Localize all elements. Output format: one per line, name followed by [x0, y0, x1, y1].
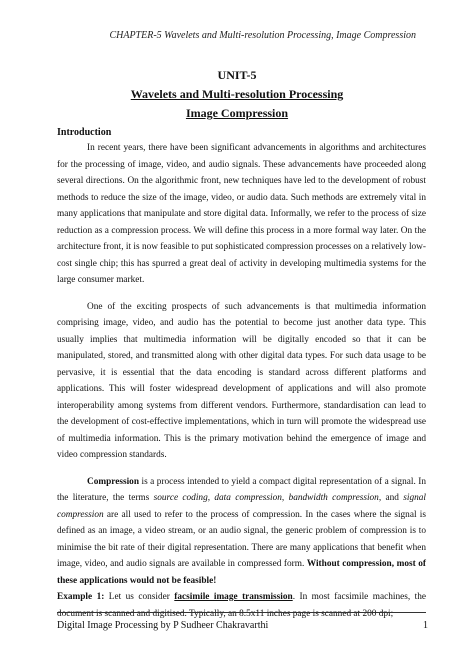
example-paragraph — [57, 589, 426, 622]
example-text-a: Let us consider — [104, 592, 175, 602]
running-header: CHAPTER-5 Wavelets and Multi-resolution Processing, Image Compression — [109, 30, 416, 41]
compression-text-a: is a process intended to yield a compact digital representation of a signal. In the literature, the terms — [57, 476, 426, 503]
unit-title: UNIT-5 — [217, 68, 257, 82]
compression-text-c: are all used to refer to the process of compression. In the cases where the signal is defined as an image, a video stream, or an audio signal, the generic problem of compression is to minimise the bit rate of their digital representation. There are many applications that benefit when image, video, and audio signals are available in compressed form. — [57, 509, 426, 569]
title-block — [0, 68, 474, 121]
compression-italic-term-2: signal compression — [57, 493, 426, 520]
compression-term: Compression — [87, 476, 139, 487]
chapter-title: Wavelets and Multi-resolution Processing — [130, 87, 344, 101]
body-content — [57, 126, 426, 622]
compression-text-b: and — [381, 493, 404, 503]
compression-paragraph — [57, 474, 426, 590]
intro-paragraph-1: In recent years, there have been significant advancements in algorithms and architectures for the processing of image, video, and audio signals. These advancements have proceeded along several directions. On the algorithmic front, new techniques have led to the development of robust methods to reduce the size of the image, video, or audio data. Such methods are extremely vital in many applications that manipulate and store digital data. Informally, we refer to the process of size reduction as a compression process. We will define this process in a more formal way later. On the architecture front, it is now feasible to put sophisticated compression processes on a relatively low-cost single chip; this has spurred a great deal of activity in developing multimedia systems for the large consumer market. — [57, 143, 426, 285]
page-number: 1 — [423, 620, 428, 631]
example-label: Example 1: — [57, 592, 105, 602]
footer-author: Digital Image Processing by P Sudheer Chakravarthi — [57, 620, 269, 631]
compression-bold-sentence: Without compression, most of these applications would not be feasible! — [57, 559, 426, 586]
introduction-heading: Introduction — [57, 127, 112, 138]
compression-italic-terms: source coding, data compression, bandwidth compression, — [153, 493, 382, 503]
example-text-b: . In most facsimile machines, the document is scanned and digitised. Typically, an 8.5x11 inches page is scanned at 200 dpi; — [57, 592, 426, 619]
example-topic: facsimile image transmission — [174, 592, 293, 602]
intro-paragraph-2: One of the exciting prospects of such advancements is that multimedia information comprising image, video, and audio has the potential to become just another data type. This usually implies that multimedia information will be digitally encoded so that it can be manipulated, stored, and transmitted along with other digital data types. For such data usage to be pervasive, it is essential that the data encoding is standard across different platforms and applications. This will foster widespread development of applications and will also promote interoperability among systems from different vendors. Furthermore, standardisation can lead to the development of cost-effective implementations, which in turn will promote the widespread use of multimedia information. This is the primary motivation behind the emergence of image and video compression standards. — [57, 301, 426, 460]
section-title: Image Compression — [185, 106, 289, 120]
footer-divider — [57, 612, 426, 613]
